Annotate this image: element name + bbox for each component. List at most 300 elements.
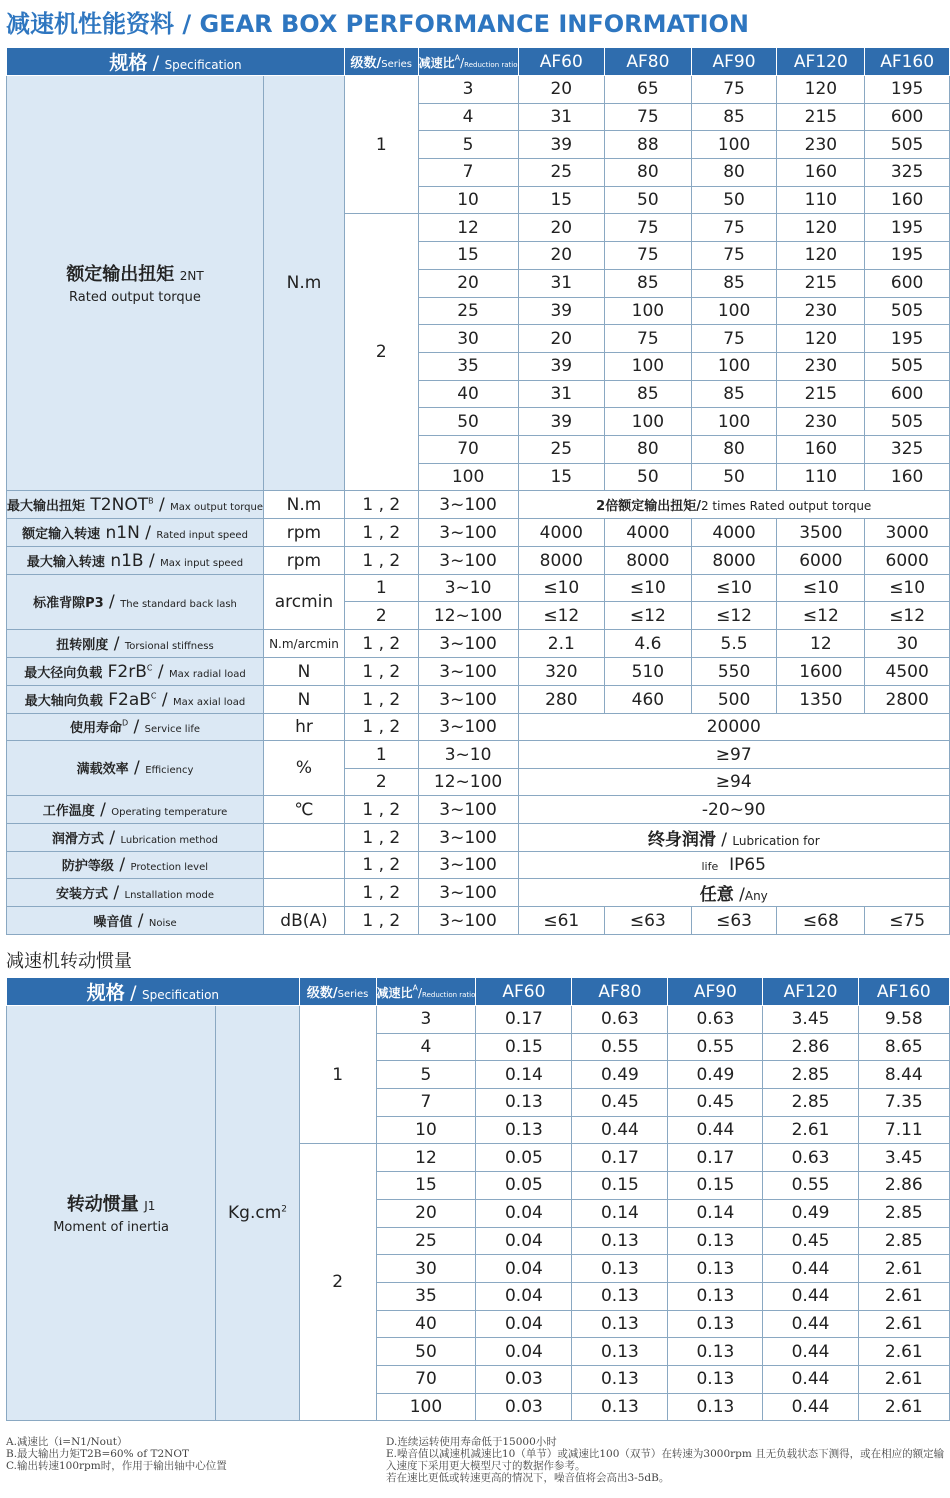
series-cell: 1 , 2 [344,519,418,547]
series-cell: 1 [344,575,418,602]
unit-cell: rpm [263,547,344,575]
value-cell: 2.61 [763,1116,858,1144]
value-cell: 120 [777,325,865,353]
value-cell: 460 [605,686,692,714]
ratio-cell: 4 [376,1033,476,1061]
spec-row-service-life [7,714,950,741]
value-cell: 0.14 [572,1199,668,1227]
value-cell: 0.44 [572,1116,668,1144]
spec-row-installation [7,879,950,907]
spec-row-backlash [7,575,950,602]
value-cell: 100 [691,297,777,325]
value-cell: 8000 [605,547,692,575]
value-cell: 75 [605,325,692,353]
spec-row-temperature [7,796,950,824]
value-cell: 3.45 [858,1144,949,1172]
ratio-cell: 30 [376,1255,476,1283]
value-cell: 2.61 [858,1365,949,1393]
header-row [7,978,950,1006]
ratio-cell: 35 [376,1282,476,1310]
ratio-cell: 12~100 [418,602,518,630]
model-header: AF80 [605,48,692,76]
value-cell: 7.11 [858,1116,949,1144]
value-cell: 0.05 [476,1172,572,1200]
ratio-cell: 50 [376,1338,476,1366]
service-life-value: 20000 [518,714,950,741]
ratio-cell: 12 [418,214,518,242]
ratio-cell: 12~100 [418,769,518,796]
spec-label: 安装方式 / Lnstallation mode [7,879,264,907]
series-cell: 2 [344,769,418,796]
value-cell: 0.03 [476,1365,572,1393]
performance-table [6,47,950,935]
value-cell: 6000 [865,547,950,575]
series-cell: 1 , 2 [344,796,418,824]
ratio-cell: 3 [376,1006,476,1034]
ratio-cell: 5 [376,1061,476,1089]
value-cell: 0.55 [572,1033,668,1061]
value-cell: 50 [605,186,692,214]
spec-row-protection [7,852,950,879]
value-cell: 0.44 [668,1116,763,1144]
value-cell: 65 [605,76,692,104]
unit-cell: $Kg.cm^2$ [216,1006,300,1421]
series-cell: 1 , 2 [344,686,418,714]
footnotes-left: A.减速比（i=N1/Nout） B.最大输出力矩T2B=60% of T2NOT C.输出转速100rpm时，作用于输出轴中心位置 [6,1436,227,1472]
series-cell: 2 [299,1144,376,1421]
value-cell: 2800 [865,686,950,714]
installation-value: 任意 /Any [518,879,950,907]
value-cell: 0.05 [476,1144,572,1172]
ratio-cell: 7 [418,159,518,187]
value-cell: 25 [518,159,605,187]
lubrication-value: 终身润滑 / Lubrication for [518,824,950,852]
ratio-cell: 10 [376,1116,476,1144]
value-cell: 0.13 [668,1338,763,1366]
unit-cell [263,852,344,879]
model-header: AF120 [763,978,858,1006]
value-cell: 0.44 [763,1393,858,1421]
value-cell: 4500 [865,658,950,686]
unit-cell: N.m [263,76,344,491]
value-cell: 0.15 [572,1172,668,1200]
value-cell: ≤63 [691,907,777,935]
value-cell: 9.58 [858,1006,949,1034]
value-cell: 0.13 [668,1227,763,1255]
series-cell: 1 , 2 [344,907,418,935]
unit-cell: dB(A) [263,907,344,935]
value-cell: 7.35 [858,1089,949,1117]
value-cell: 0.04 [476,1227,572,1255]
value-cell: 30 [865,630,950,658]
value-cell: 85 [691,269,777,297]
value-cell: 4000 [691,519,777,547]
series-cell: 1 , 2 [344,879,418,907]
protection-value: life IP65 [518,852,950,879]
value-cell: 75 [691,325,777,353]
value-cell: 50 [605,463,692,491]
value-cell: 325 [865,435,950,463]
spec-row-max-torque [7,491,950,519]
value-cell: 0.44 [763,1310,858,1338]
value-cell: 0.04 [476,1199,572,1227]
value-cell: 3500 [777,519,865,547]
spec-label: 标准背隙P3 / The standard back lash [7,575,264,630]
ratio-cell: 40 [376,1310,476,1338]
value-cell: 0.04 [476,1338,572,1366]
series-cell: 1 , 2 [344,852,418,879]
value-cell: 505 [865,131,950,159]
value-cell: 0.13 [668,1393,763,1421]
value-cell: 39 [518,131,605,159]
value-cell: 505 [865,297,950,325]
value-cell: 2.61 [858,1393,949,1421]
value-cell: 195 [865,325,950,353]
value-cell: 0.44 [763,1255,858,1283]
value-cell: 505 [865,408,950,436]
value-cell: ≤12 [605,602,692,630]
value-cell: 25 [518,435,605,463]
header-row [7,48,950,76]
value-cell: 0.13 [476,1089,572,1117]
ratio-cell: 3~10 [418,575,518,602]
value-cell: 0.13 [668,1310,763,1338]
model-header: AF160 [865,48,950,76]
value-cell: 88 [605,131,692,159]
value-cell: 4000 [518,519,605,547]
ratio-cell: 10 [418,186,518,214]
value-cell: 0.55 [763,1172,858,1200]
value-cell: ≤12 [691,602,777,630]
value-cell: 2.61 [858,1282,949,1310]
label-cn: 转动惯量 [66,1194,139,1216]
value-cell: 0.13 [572,1310,668,1338]
page-title: 减速机性能资料 / GEAR BOX PERFORMANCE INFORMATION [6,10,750,38]
spec-label: 工作温度 / Operating temperature [7,796,264,824]
value-cell: 20 [518,242,605,270]
value-cell: 2.85 [763,1089,858,1117]
value-cell: 50 [691,463,777,491]
series-cell: 1 , 2 [344,658,418,686]
series-cell: 1 , 2 [344,547,418,575]
ratio-cell: 20 [418,269,518,297]
spec-header: 规格 / Specification [7,48,345,76]
value-cell: ≤68 [777,907,865,935]
series-header: 级数/Series [299,978,376,1006]
unit-cell: N [263,686,344,714]
value-cell: 8000 [691,547,777,575]
value-cell: 120 [777,214,865,242]
spec-label: 最大输出扭矩 $T2NOT^B$ / Max output torque [7,491,264,519]
ratio-cell: 3~100 [418,658,518,686]
value-cell: 5.5 [691,630,777,658]
spec-label: 额定输入转速 n1N / Rated input speed [7,519,264,547]
value-cell: 12 [777,630,865,658]
value-cell: 325 [865,159,950,187]
footnotes-right: D.连续运转使用寿命低于15000小时 E.噪音值以减速机减速比10（单节）或减速比100（双节）在转速为3000rpm 且无负载状态下测得，或在相应的额定输入速度下采用更大模型尺寸的数据作参考。 若在速比更低或转速更高的情况下，噪音值将会高出3-5dB。 [386,1436,945,1484]
value-cell: ≤12 [865,602,950,630]
value-cell: 2.85 [858,1227,949,1255]
spec-row-radial-load [7,658,950,686]
spec-row-stiffness [7,630,950,658]
value-cell: 280 [518,686,605,714]
value-cell: 110 [777,186,865,214]
unit-cell [263,824,344,852]
value-cell: 39 [518,408,605,436]
value-cell: 2.85 [858,1199,949,1227]
series-cell: 1 [344,76,418,214]
table-row [7,76,950,104]
ratio-header: 减速比$^A$/Reduction ratio [376,978,476,1006]
model-header: AF80 [572,978,668,1006]
value-cell: 0.63 [668,1006,763,1034]
value-cell: 0.13 [668,1282,763,1310]
ratio-cell: 3~100 [418,547,518,575]
torque-rows [7,76,950,491]
unit-cell: hr [263,714,344,741]
efficiency-value: ≥97 [518,741,950,769]
unit-cell: N.m/arcmin [263,630,344,658]
ratio-cell: 3~100 [418,630,518,658]
value-cell: 100 [691,408,777,436]
value-cell: 0.49 [572,1061,668,1089]
ratio-cell: 3~100 [418,491,518,519]
unit-cell: ℃ [263,796,344,824]
value-cell: 2.61 [858,1255,949,1283]
value-cell: 160 [865,463,950,491]
max-torque-value: 2倍额定输出扭矩/2 times Rated output torque [518,491,950,519]
value-cell: 505 [865,352,950,380]
value-cell: ≤10 [605,575,692,602]
ratio-cell: 35 [418,352,518,380]
inertia-section-title: 减速机转动惯量 [6,951,132,972]
ratio-cell: 3~100 [418,519,518,547]
value-cell: 230 [777,297,865,325]
value-cell: 85 [605,380,692,408]
ratio-cell: 20 [376,1199,476,1227]
value-cell: 0.13 [572,1282,668,1310]
value-cell: 0.14 [668,1199,763,1227]
series-cell: 1 , 2 [344,714,418,741]
value-cell: 15 [518,186,605,214]
value-cell: 0.44 [763,1365,858,1393]
series-cell: 1 , 2 [344,630,418,658]
ratio-cell: 3~100 [418,907,518,935]
spec-rows [7,491,950,935]
value-cell: 8.44 [858,1061,949,1089]
value-cell: 6000 [777,547,865,575]
value-cell: 215 [777,380,865,408]
value-cell: 75 [691,76,777,104]
spec-label: 使用寿命$^D$ / Service life [7,714,264,741]
spec-row-efficiency [7,741,950,769]
value-cell: 0.63 [763,1144,858,1172]
value-cell: 230 [777,352,865,380]
value-cell: ≤10 [865,575,950,602]
value-cell: 39 [518,297,605,325]
value-cell: 160 [865,186,950,214]
value-cell: 0.45 [668,1089,763,1117]
value-cell: 15 [518,463,605,491]
value-cell: 0.15 [476,1033,572,1061]
value-cell: 75 [605,103,692,131]
value-cell: ≤10 [777,575,865,602]
value-cell: 0.04 [476,1255,572,1283]
unit-cell: rpm [263,519,344,547]
value-cell: 2.86 [763,1033,858,1061]
ratio-header: 减速比$^A$/Reduction ratio [418,48,518,76]
value-cell: 0.15 [668,1172,763,1200]
series-cell: 1 , 2 [344,491,418,519]
value-cell: 8.65 [858,1033,949,1061]
value-cell: ≤12 [777,602,865,630]
value-cell: 0.03 [476,1393,572,1421]
value-cell: 510 [605,658,692,686]
value-cell: 1350 [777,686,865,714]
model-header: AF60 [476,978,572,1006]
ratio-cell: 5 [418,131,518,159]
spec-row-rated-speed [7,519,950,547]
spec-label: 最大径向负载 $F2rB^C$ / Max radial load [7,658,264,686]
temperature-value: -20~90 [518,796,950,824]
value-cell: 100 [691,352,777,380]
value-cell: 20 [518,76,605,104]
value-cell: 3000 [865,519,950,547]
value-cell: 75 [691,242,777,270]
ratio-cell: 15 [418,242,518,270]
row-group-label [7,1006,216,1421]
label-en: Rated output torque [69,290,201,306]
value-cell: 1600 [777,658,865,686]
value-cell: 75 [605,214,692,242]
ratio-cell: 3~100 [418,714,518,741]
value-cell: 0.13 [572,1393,668,1421]
value-cell: ≤12 [518,602,605,630]
ratio-cell: 30 [418,325,518,353]
spec-label: 最大轴向负载 $F2aB^C$ / Max axial load [7,686,264,714]
value-cell: ≤61 [518,907,605,935]
value-cell: ≤63 [605,907,692,935]
spec-row-noise [7,907,950,935]
value-cell: 50 [691,186,777,214]
value-cell: 215 [777,103,865,131]
value-cell: 195 [865,76,950,104]
ratio-cell: 40 [418,380,518,408]
value-cell: 0.17 [572,1144,668,1172]
value-cell: 600 [865,103,950,131]
ratio-cell: 25 [418,297,518,325]
model-header: AF90 [668,978,763,1006]
table-row [7,1006,950,1034]
value-cell: 75 [691,214,777,242]
value-cell: 600 [865,269,950,297]
spec-row-max-speed [7,547,950,575]
value-cell: 2.61 [858,1310,949,1338]
unit-cell: N.m [263,491,344,519]
spec-label: 最大输入转速 n1B / Max input speed [7,547,264,575]
ratio-cell: 50 [418,408,518,436]
value-cell: 0.63 [572,1006,668,1034]
value-cell: 600 [865,380,950,408]
unit-cell [263,879,344,907]
value-cell: 80 [605,159,692,187]
model-header: AF160 [858,978,949,1006]
value-cell: 100 [605,352,692,380]
value-cell: 2.1 [518,630,605,658]
value-cell: 0.49 [668,1061,763,1089]
value-cell: 0.13 [668,1365,763,1393]
efficiency-value: ≥94 [518,769,950,796]
value-cell: 320 [518,658,605,686]
value-cell: 500 [691,686,777,714]
ratio-cell: 70 [376,1365,476,1393]
model-header: AF120 [777,48,865,76]
value-cell: 0.13 [572,1338,668,1366]
ratio-cell: 3~100 [418,879,518,907]
spec-row-lubrication [7,824,950,852]
value-cell: 8000 [518,547,605,575]
value-cell: 0.45 [572,1089,668,1117]
spec-header: 规格 / Specification [7,978,300,1006]
value-cell: 80 [691,435,777,463]
label-en: Moment of inertia [53,1220,170,1236]
value-cell: 120 [777,76,865,104]
value-cell: 0.13 [572,1227,668,1255]
value-cell: 215 [777,269,865,297]
value-cell: 160 [777,435,865,463]
value-cell: 85 [605,269,692,297]
spec-label: 扭转刚度 / Torsional stiffness [7,630,264,658]
series-cell: 1 [344,741,418,769]
ratio-cell: 3~100 [418,686,518,714]
value-cell: 0.13 [572,1255,668,1283]
ratio-cell: 7 [376,1089,476,1117]
value-cell: 195 [865,242,950,270]
value-cell: 110 [777,463,865,491]
value-cell: ≤75 [865,907,950,935]
unit-cell: arcmin [263,575,344,630]
spec-row-axial-load [7,686,950,714]
value-cell: 31 [518,269,605,297]
ratio-cell: 25 [376,1227,476,1255]
ratio-cell: 70 [418,435,518,463]
value-cell: 100 [691,131,777,159]
value-cell: 0.14 [476,1061,572,1089]
value-cell: 0.13 [476,1116,572,1144]
value-cell: 3.45 [763,1006,858,1034]
value-cell: 0.13 [668,1255,763,1283]
ratio-cell: 100 [418,463,518,491]
value-cell: 100 [605,297,692,325]
row-group-label [7,76,264,491]
value-cell: 80 [691,159,777,187]
value-cell: 0.04 [476,1310,572,1338]
value-cell: 0.49 [763,1199,858,1227]
value-cell: 85 [691,103,777,131]
value-cell: 75 [605,242,692,270]
value-cell: 80 [605,435,692,463]
value-cell: 31 [518,103,605,131]
value-cell: ≤10 [691,575,777,602]
value-cell: 195 [865,214,950,242]
value-cell: 0.04 [476,1282,572,1310]
series-cell: 2 [344,214,418,491]
ratio-cell: 100 [376,1393,476,1421]
value-cell: 31 [518,380,605,408]
ratio-cell: 3 [418,76,518,104]
spec-label: 润滑方式 / Lubrication method [7,824,264,852]
ratio-cell: 3~100 [418,852,518,879]
